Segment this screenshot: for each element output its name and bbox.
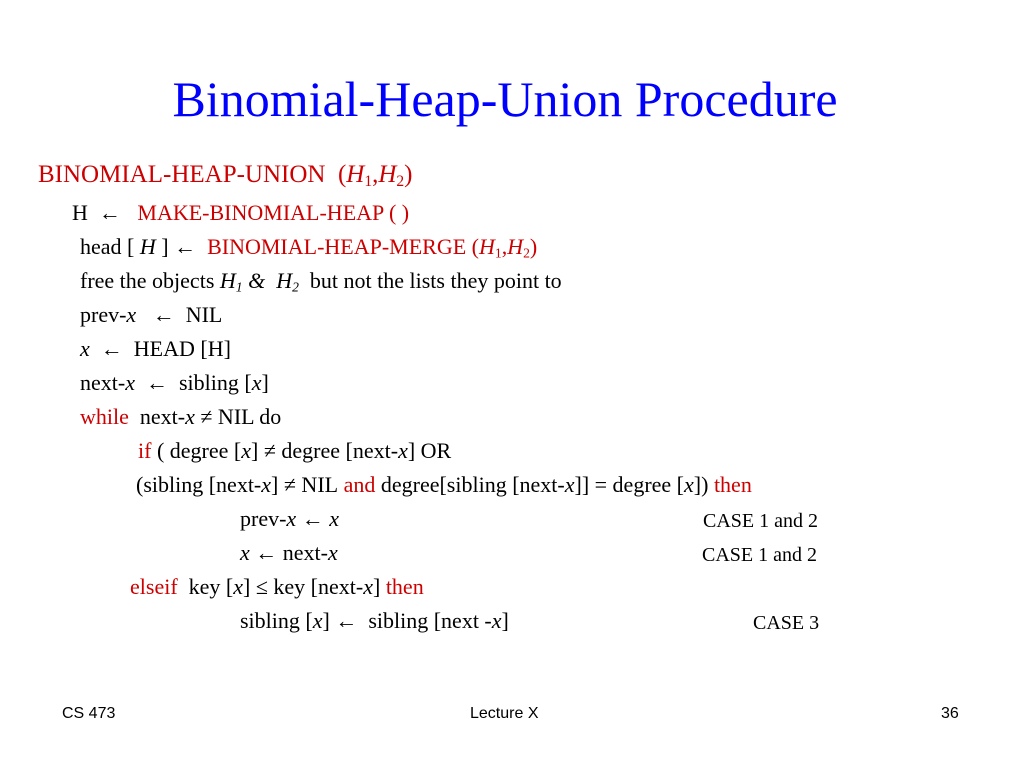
case-label-1: CASE 1 and 2 [703,510,818,532]
slide-title: Binomial-Heap-Union Procedure [172,71,838,127]
code-line-elseif [130,574,424,600]
sibling-open: sibling [ [178,370,252,395]
if-a: ( degree [ [156,438,242,463]
var-h2: H [276,268,293,293]
var-x: x [329,506,339,531]
cond-b: ] ≠ NIL [271,472,339,497]
comma: , [501,234,508,259]
comma: , [372,161,379,188]
assign-arrow: ← [100,336,123,361]
head-close: ] [161,234,169,259]
paren-close: ) [529,234,538,259]
footer-page-number: 36 [941,705,959,722]
while-b: ≠ NIL do [200,404,282,429]
while-a: next- [139,404,186,429]
var-h1-sub: 1 [235,279,243,295]
keyword-elseif: elseif [130,574,178,599]
var-x: x [185,404,195,429]
code-line-sibling-assign [240,608,509,634]
elseif-c: ] [372,574,381,599]
var-x: x [80,336,90,361]
code-line-prev-init [80,302,222,328]
merge-call-name: BINOMIAL-HEAP-MERGE ( [207,234,479,259]
code-line-x-assign [240,540,338,566]
free-rest: but not the lists they point to [309,268,562,293]
var-x: x [233,574,244,599]
case-label-2: CASE 1 and 2 [702,544,817,566]
sib-b: ] [322,608,330,633]
var-x: x [564,472,575,497]
param-h2: H [378,161,397,188]
cond-c: degree[sibling [next- [380,472,565,497]
make-heap-call: MAKE-BINOMIAL-HEAP ( ) [137,200,410,225]
var-h: H [139,234,156,259]
param-h2-sub: 2 [396,172,405,190]
var-x: x [241,438,251,463]
var-h2-sub: 2 [292,279,299,295]
code-line-if [138,438,451,464]
assign-arrow: ← [255,540,278,565]
free-text: free the objects [80,268,215,293]
cond-a: (sibling [next- [136,472,262,497]
var-x: x [398,438,408,463]
if-c: ] OR [407,438,452,463]
param-h1-sub: 1 [364,172,373,190]
keyword-then: then [713,472,752,497]
prev-label: prev- [80,302,127,327]
sib-a: sibling [ [240,608,313,633]
code-line-while [80,404,281,430]
var-x: x [240,540,250,565]
code-line-free [80,268,562,294]
var-x: x [312,608,323,633]
merge-call [207,234,537,259]
next-label: next- [80,370,126,395]
param-h2: H [507,234,524,259]
var-x: x [684,472,694,497]
param-h2-sub: 2 [523,245,530,261]
ampersand: & [248,268,266,293]
code-line-condition [136,472,752,498]
sib-d: ] [501,608,509,633]
paren-open: ( [337,161,347,188]
paren-close: ) [404,161,413,188]
var-x: x [491,608,502,633]
code-line-prev-assign [240,506,339,532]
head-value: HEAD [H] [133,336,231,361]
var-h1: H [219,268,236,293]
keyword-while: while [80,404,129,429]
var-x: x [363,574,373,599]
keyword-if: if [138,438,152,463]
param-h1: H [346,161,365,188]
var-h: H [72,200,88,225]
assign-arrow: ← [301,506,324,531]
assign-arrow: ← [335,608,358,633]
var-x: x [327,540,338,565]
var-x: x [126,302,137,327]
param-h1: H [479,234,495,259]
param-h1-sub: 1 [494,245,502,261]
next-label: next- [282,540,328,565]
var-x: x [286,506,297,531]
code-line-make-heap [72,200,409,226]
code-line-merge [80,234,537,260]
cond-e: ]) [693,472,709,497]
cond-d: ]] = degree [ [574,472,685,497]
assign-arrow: ← [145,370,168,395]
sib-c: sibling [next - [368,608,492,633]
var-x: x [125,370,135,395]
elseif-a: key [ [188,574,234,599]
if-b: ] ≠ degree [next- [251,438,399,463]
code-line-x-init [80,336,231,362]
elseif-b: ] ≤ key [next- [243,574,364,599]
var-x: x [251,370,262,395]
footer-lecture: Lecture X [470,705,539,722]
sibling-close: ] [261,370,269,395]
procedure-name: BINOMIAL-HEAP-UNION [38,161,326,188]
assign-arrow: ← [98,200,121,225]
case-label-3: CASE 3 [753,612,820,634]
prev-label: prev- [240,506,287,531]
footer-course: CS 473 [62,705,116,722]
var-x: x [261,472,272,497]
nil-value: NIL [185,302,223,327]
assign-arrow: ← [174,234,197,259]
procedure-header [38,160,413,190]
keyword-then: then [385,574,424,599]
assign-arrow: ← [152,302,175,327]
head-open: head [ [80,234,135,259]
keyword-and: and [343,472,376,497]
code-line-next-init [80,370,269,396]
